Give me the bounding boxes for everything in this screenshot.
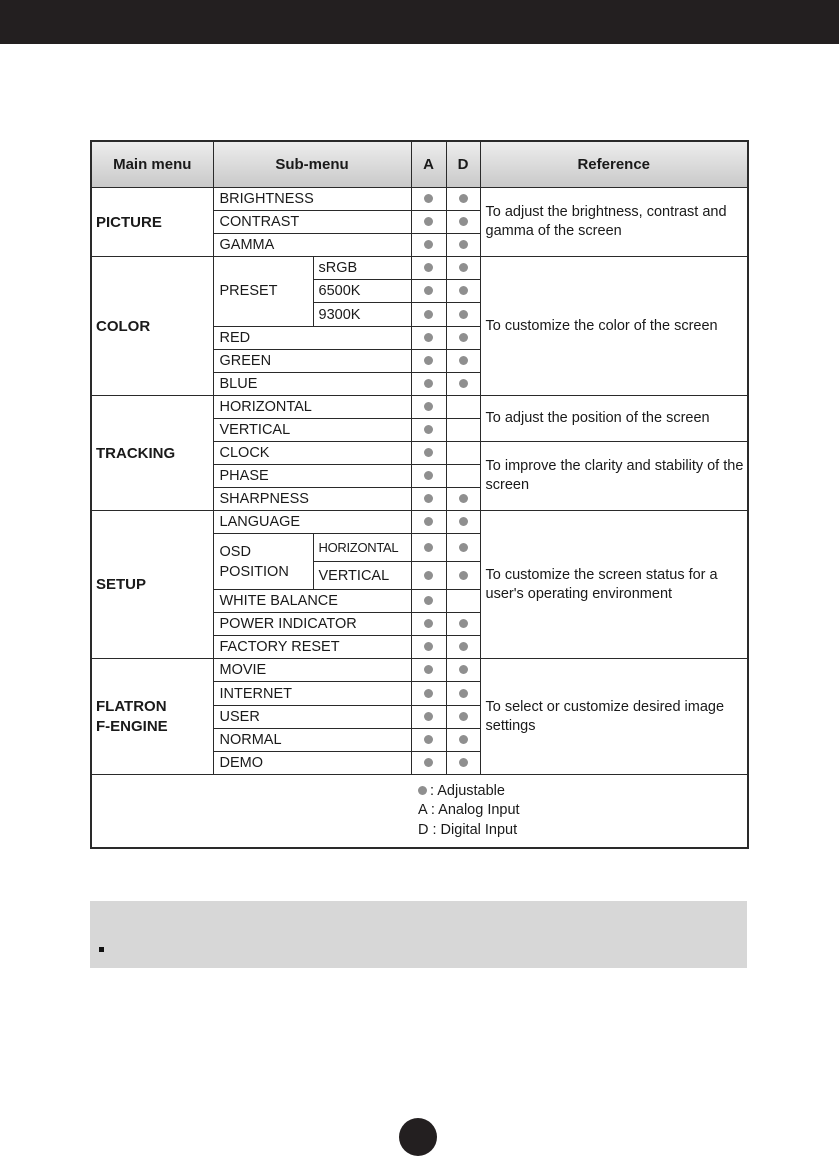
adjustable-dot-icon [424, 571, 433, 580]
adjustable-dot-icon [459, 642, 468, 651]
legend-cell [91, 775, 748, 849]
reference-text: To adjust the position of the screen [480, 395, 748, 441]
analog-cell [411, 188, 446, 211]
digital-cell [446, 562, 480, 590]
table-row [91, 188, 748, 211]
adjustable-dot-icon [424, 712, 433, 721]
reference-text: To customize the screen status for a user's operating environment [480, 511, 748, 659]
legend-analog: A : Analog Input [418, 802, 520, 819]
sub-menu-osd-position [213, 534, 313, 590]
preset-item: sRGB [313, 257, 411, 280]
adjustable-dot-icon [424, 517, 433, 526]
digital-cell [446, 349, 480, 372]
osd-menu-table [90, 140, 749, 849]
adjustable-dot-icon [459, 665, 468, 674]
adjustable-dot-icon [424, 619, 433, 628]
table-row [91, 659, 748, 682]
position-label: POSITION [219, 563, 289, 580]
adjustable-dot-icon [459, 689, 468, 698]
adjustable-dot-icon [459, 194, 468, 203]
main-menu-picture: PICTURE [91, 188, 213, 257]
reference-text: To customize the color of the screen [480, 257, 748, 396]
adjustable-dot-icon [459, 217, 468, 226]
analog-cell [411, 280, 446, 303]
adjustable-dot-icon [459, 712, 468, 721]
adjustable-dot-icon [459, 379, 468, 388]
main-menu-color: COLOR [91, 257, 213, 396]
legend-adjustable [418, 782, 747, 802]
adjustable-dot-icon [459, 240, 468, 249]
sub-menu-item: DEMO [213, 751, 411, 774]
digital-cell [446, 728, 480, 751]
analog-cell [411, 659, 446, 682]
f-engine-label: F-ENGINE [96, 717, 168, 735]
digital-cell [446, 280, 480, 303]
digital-cell [446, 705, 480, 728]
digital-cell [446, 188, 480, 211]
digital-cell [446, 488, 480, 511]
table-header-row [91, 141, 748, 188]
sub-menu-item: HORIZONTAL [213, 395, 411, 418]
analog-cell [411, 303, 446, 326]
digital-cell [446, 465, 480, 488]
osd-position-item: VERTICAL [313, 562, 411, 590]
reference-text: To improve the clarity and stability of the screen [480, 442, 748, 511]
adjustable-dot-icon [424, 665, 433, 674]
analog-cell [411, 613, 446, 636]
adjustable-dot-icon [424, 494, 433, 503]
sub-menu-item: CONTRAST [213, 211, 411, 234]
adjustable-dot-icon [418, 786, 427, 795]
header-reference: Reference [480, 141, 748, 188]
sub-menu-item: RED [213, 326, 411, 349]
adjustable-dot-icon [424, 425, 433, 434]
analog-cell [411, 682, 446, 705]
adjustable-dot-icon [424, 240, 433, 249]
analog-cell [411, 442, 446, 465]
sub-menu-item: CLOCK [213, 442, 411, 465]
analog-cell [411, 465, 446, 488]
adjustable-dot-icon [459, 333, 468, 342]
digital-cell [446, 234, 480, 257]
adjustable-dot-icon [424, 286, 433, 295]
adjustable-dot-icon [459, 571, 468, 580]
digital-cell [446, 418, 480, 441]
adjustable-dot-icon [459, 310, 468, 319]
adjustable-dot-icon [424, 689, 433, 698]
header-d: D [446, 141, 480, 188]
sub-menu-item: USER [213, 705, 411, 728]
digital-cell [446, 511, 480, 534]
adjustable-dot-icon [459, 758, 468, 767]
adjustable-dot-icon [459, 286, 468, 295]
analog-cell [411, 590, 446, 613]
sub-menu-item: INTERNET [213, 682, 411, 705]
table-row [91, 511, 748, 534]
legend [418, 782, 747, 841]
adjustable-dot-icon [459, 356, 468, 365]
sub-menu-item: SHARPNESS [213, 488, 411, 511]
sub-menu-preset: PRESET [213, 257, 313, 326]
adjustable-dot-icon [424, 356, 433, 365]
digital-cell [446, 751, 480, 774]
analog-cell [411, 211, 446, 234]
digital-cell [446, 211, 480, 234]
analog-cell [411, 349, 446, 372]
table-row [91, 257, 748, 280]
analog-cell [411, 326, 446, 349]
analog-cell [411, 395, 446, 418]
preset-item: 6500K [313, 280, 411, 303]
sub-menu-item: FACTORY RESET [213, 636, 411, 659]
analog-cell [411, 705, 446, 728]
legend-digital: D : Digital Input [418, 821, 518, 838]
analog-cell [411, 511, 446, 534]
main-menu-f-engine [91, 659, 213, 775]
digital-cell [446, 303, 480, 326]
analog-cell [411, 562, 446, 590]
digital-cell [446, 682, 480, 705]
adjustable-dot-icon [459, 494, 468, 503]
digital-cell [446, 442, 480, 465]
adjustable-dot-icon [424, 596, 433, 605]
digital-cell [446, 326, 480, 349]
adjustable-dot-icon [424, 402, 433, 411]
digital-cell [446, 590, 480, 613]
analog-cell [411, 372, 446, 395]
sub-menu-item: VERTICAL [213, 418, 411, 441]
adjustable-dot-icon [459, 543, 468, 552]
table-row [91, 395, 748, 418]
adjustable-dot-icon [424, 758, 433, 767]
sub-menu-item: WHITE BALANCE [213, 590, 411, 613]
header-a: A [411, 141, 446, 188]
sub-menu-item: PHASE [213, 465, 411, 488]
adjustable-dot-icon [424, 310, 433, 319]
reference-text: To adjust the brightness, contrast and gamma of the screen [480, 188, 748, 257]
reference-text: To select or customize desired image settings [480, 659, 748, 775]
analog-cell [411, 534, 446, 562]
adjustable-dot-icon [459, 619, 468, 628]
analog-cell [411, 488, 446, 511]
osd-position-item: HORIZONTAL [313, 534, 411, 562]
adjustable-dot-icon [424, 379, 433, 388]
digital-cell [446, 613, 480, 636]
sub-menu-item: NORMAL [213, 728, 411, 751]
sub-menu-item: GAMMA [213, 234, 411, 257]
sub-menu-item: BLUE [213, 372, 411, 395]
note-box [90, 901, 747, 968]
header-sub-menu: Sub-menu [213, 141, 411, 188]
header-main-menu: Main menu [91, 141, 213, 188]
sub-menu-item: GREEN [213, 349, 411, 372]
adjustable-dot-icon [424, 333, 433, 342]
adjustable-dot-icon [459, 735, 468, 744]
adjustable-dot-icon [459, 517, 468, 526]
page-number-circle [399, 1118, 437, 1156]
analog-cell [411, 751, 446, 774]
digital-cell [446, 372, 480, 395]
adjustable-dot-icon [424, 642, 433, 651]
preset-item: 9300K [313, 303, 411, 326]
analog-cell [411, 234, 446, 257]
analog-cell [411, 418, 446, 441]
analog-cell [411, 636, 446, 659]
adjustable-dot-icon [424, 263, 433, 272]
adjustable-dot-icon [459, 263, 468, 272]
osd-label: OSD [219, 543, 251, 560]
sub-menu-item: LANGUAGE [213, 511, 411, 534]
adjustable-dot-icon [424, 543, 433, 552]
digital-cell [446, 534, 480, 562]
adjustable-dot-icon [424, 217, 433, 226]
note-bullet-icon [99, 947, 104, 952]
legend-row [91, 775, 748, 849]
digital-cell [446, 395, 480, 418]
digital-cell [446, 659, 480, 682]
flatron-label: FLATRON [96, 697, 167, 715]
adjustable-dot-icon [424, 194, 433, 203]
adjustable-dot-icon [424, 735, 433, 744]
main-menu-tracking: TRACKING [91, 395, 213, 510]
digital-cell [446, 636, 480, 659]
adjustable-dot-icon [424, 448, 433, 457]
sub-menu-item: POWER INDICATOR [213, 613, 411, 636]
top-bar [0, 0, 839, 44]
digital-cell [446, 257, 480, 280]
main-menu-setup: SETUP [91, 511, 213, 659]
analog-cell [411, 728, 446, 751]
sub-menu-item: BRIGHTNESS [213, 188, 411, 211]
adjustable-dot-icon [424, 471, 433, 480]
sub-menu-item: MOVIE [213, 659, 411, 682]
analog-cell [411, 257, 446, 280]
legend-adjustable-text: : Adjustable [430, 782, 505, 799]
